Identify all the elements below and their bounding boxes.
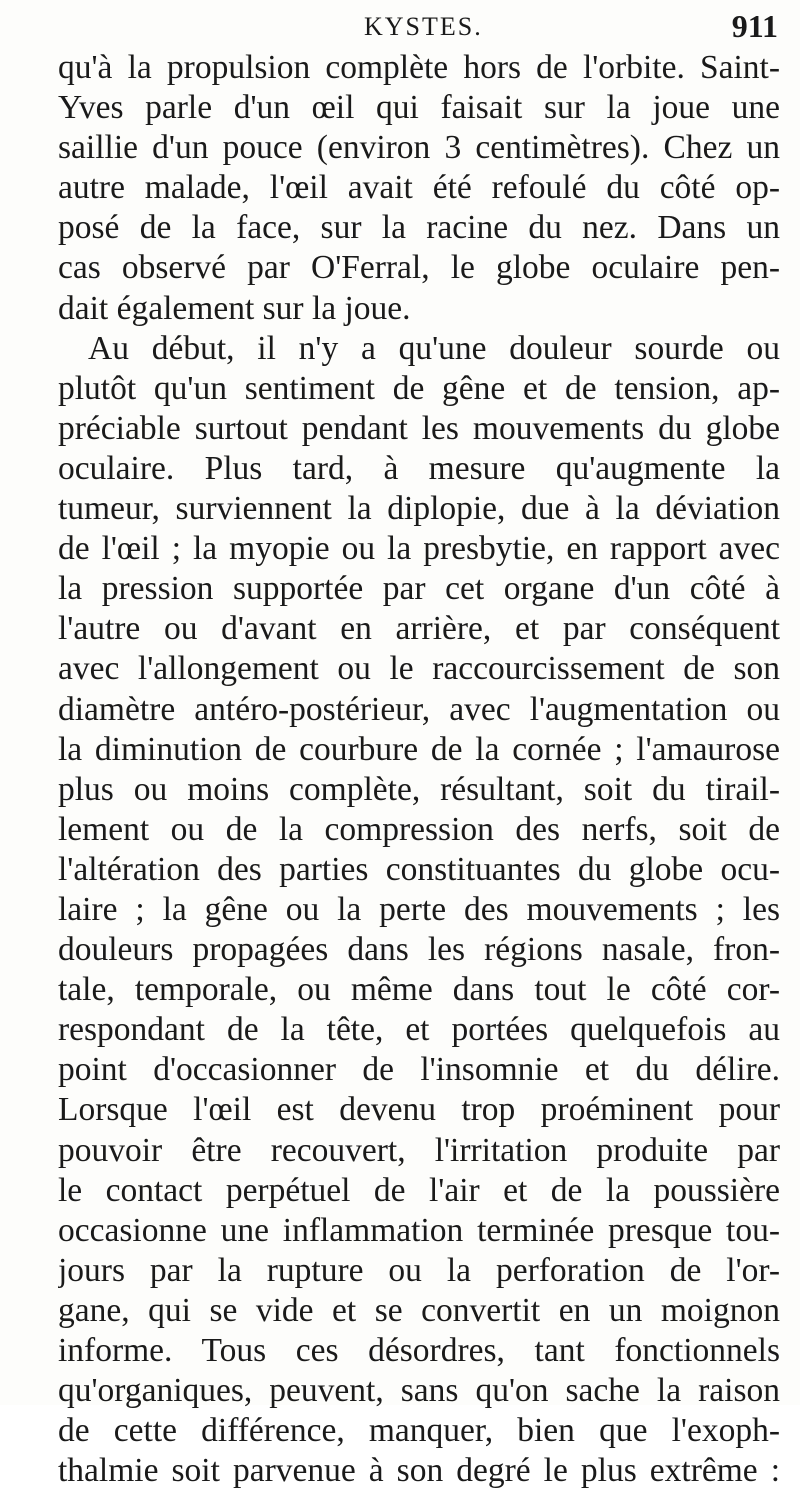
text-line: respondant de la tête, et portées quelquefois au bbox=[58, 1011, 780, 1049]
text-line: lement ou de la compression des nerfs, soit de bbox=[58, 810, 780, 848]
text-line: oculaire. Plus tard, à mesure qu'augmente la bbox=[58, 449, 780, 487]
text-line: préciable surtout pendant les mouvements du globe bbox=[58, 409, 780, 447]
text-line: informe. Tous ces désordres, tant fonctionnels bbox=[58, 1332, 780, 1369]
text-line: de l'œil ; la myopie ou la presbytie, en rapport avec bbox=[58, 530, 780, 568]
text-line: saillie d'un pouce (environ 3 centimètres). Chez un bbox=[58, 129, 780, 167]
text-line: plus ou moins complète, résultant, soit du tirail- bbox=[58, 770, 780, 808]
text-line: point d'occasionner de l'insomnie et du délire. bbox=[58, 1051, 780, 1089]
text-line: la pression supportée par cet organe d'un côté à bbox=[58, 570, 780, 608]
text-line: Lorsque l'œil est devenu trop proéminent pour bbox=[58, 1091, 780, 1129]
page-number: 911 bbox=[731, 8, 778, 44]
text-line: Au début, il n'y a qu'une douleur sourde ou bbox=[88, 329, 780, 367]
text-line: plutôt qu'un sentiment de gêne et de tension, ap- bbox=[58, 369, 780, 407]
text-line: posé de la face, sur la racine du nez. Dans un bbox=[58, 209, 780, 247]
text-line: dait également sur la joue. bbox=[58, 289, 411, 327]
text-line: l'altération des parties constituantes du globe ocu- bbox=[58, 850, 780, 888]
body-text bbox=[58, 48, 780, 1491]
text-line: le contact perpétuel de l'air et de la poussière bbox=[58, 1171, 780, 1209]
text-line: Yves parle d'un œil qui faisait sur la joue une bbox=[58, 89, 780, 127]
text-line: laire ; la gêne ou la perte des mouvements ; les bbox=[58, 890, 780, 928]
text-line: cas observé par O'Ferral, le globe oculaire pen- bbox=[58, 249, 780, 287]
text-line: tumeur, surviennent la diplopie, due à la déviation bbox=[58, 490, 780, 528]
text-line: thalmie soit parvenue à son degré le plus extrême : bbox=[58, 1452, 780, 1490]
text-line: autre malade, l'œil avait été refoulé du côté op- bbox=[58, 169, 780, 207]
running-title: KYSTES. bbox=[364, 12, 483, 41]
text-line: douleurs propagées dans les régions nasale, fron- bbox=[58, 931, 780, 969]
text-line: la diminution de courbure de la cornée ; l'amaurose bbox=[58, 730, 780, 768]
text-line: l'autre ou d'avant en arrière, et par conséquent bbox=[58, 610, 780, 648]
text-line: gane, qui se vide et se convertit en un moignon bbox=[58, 1291, 780, 1329]
running-head bbox=[58, 6, 778, 46]
text-line: pouvoir être recouvert, l'irritation produite par bbox=[58, 1131, 780, 1169]
text-line: tale, temporale, ou même dans tout le côté cor- bbox=[58, 971, 780, 1009]
text-line: avec l'allongement ou le raccourcissement de son bbox=[58, 650, 780, 688]
text-line: diamètre antéro-postérieur, avec l'augmentation ou bbox=[58, 690, 780, 728]
text-line: occasionne une inflammation terminée presque tou- bbox=[58, 1211, 780, 1249]
text-line: jours par la rupture ou la perforation de l'or- bbox=[58, 1251, 780, 1289]
text-line: qu'organiques, peuvent, sans qu'on sache la raison bbox=[58, 1372, 780, 1410]
text-line: de cette différence, manquer, bien que l'exoph- bbox=[58, 1412, 780, 1450]
text-line: qu'à la propulsion complète hors de l'orbite. Saint- bbox=[58, 49, 780, 86]
